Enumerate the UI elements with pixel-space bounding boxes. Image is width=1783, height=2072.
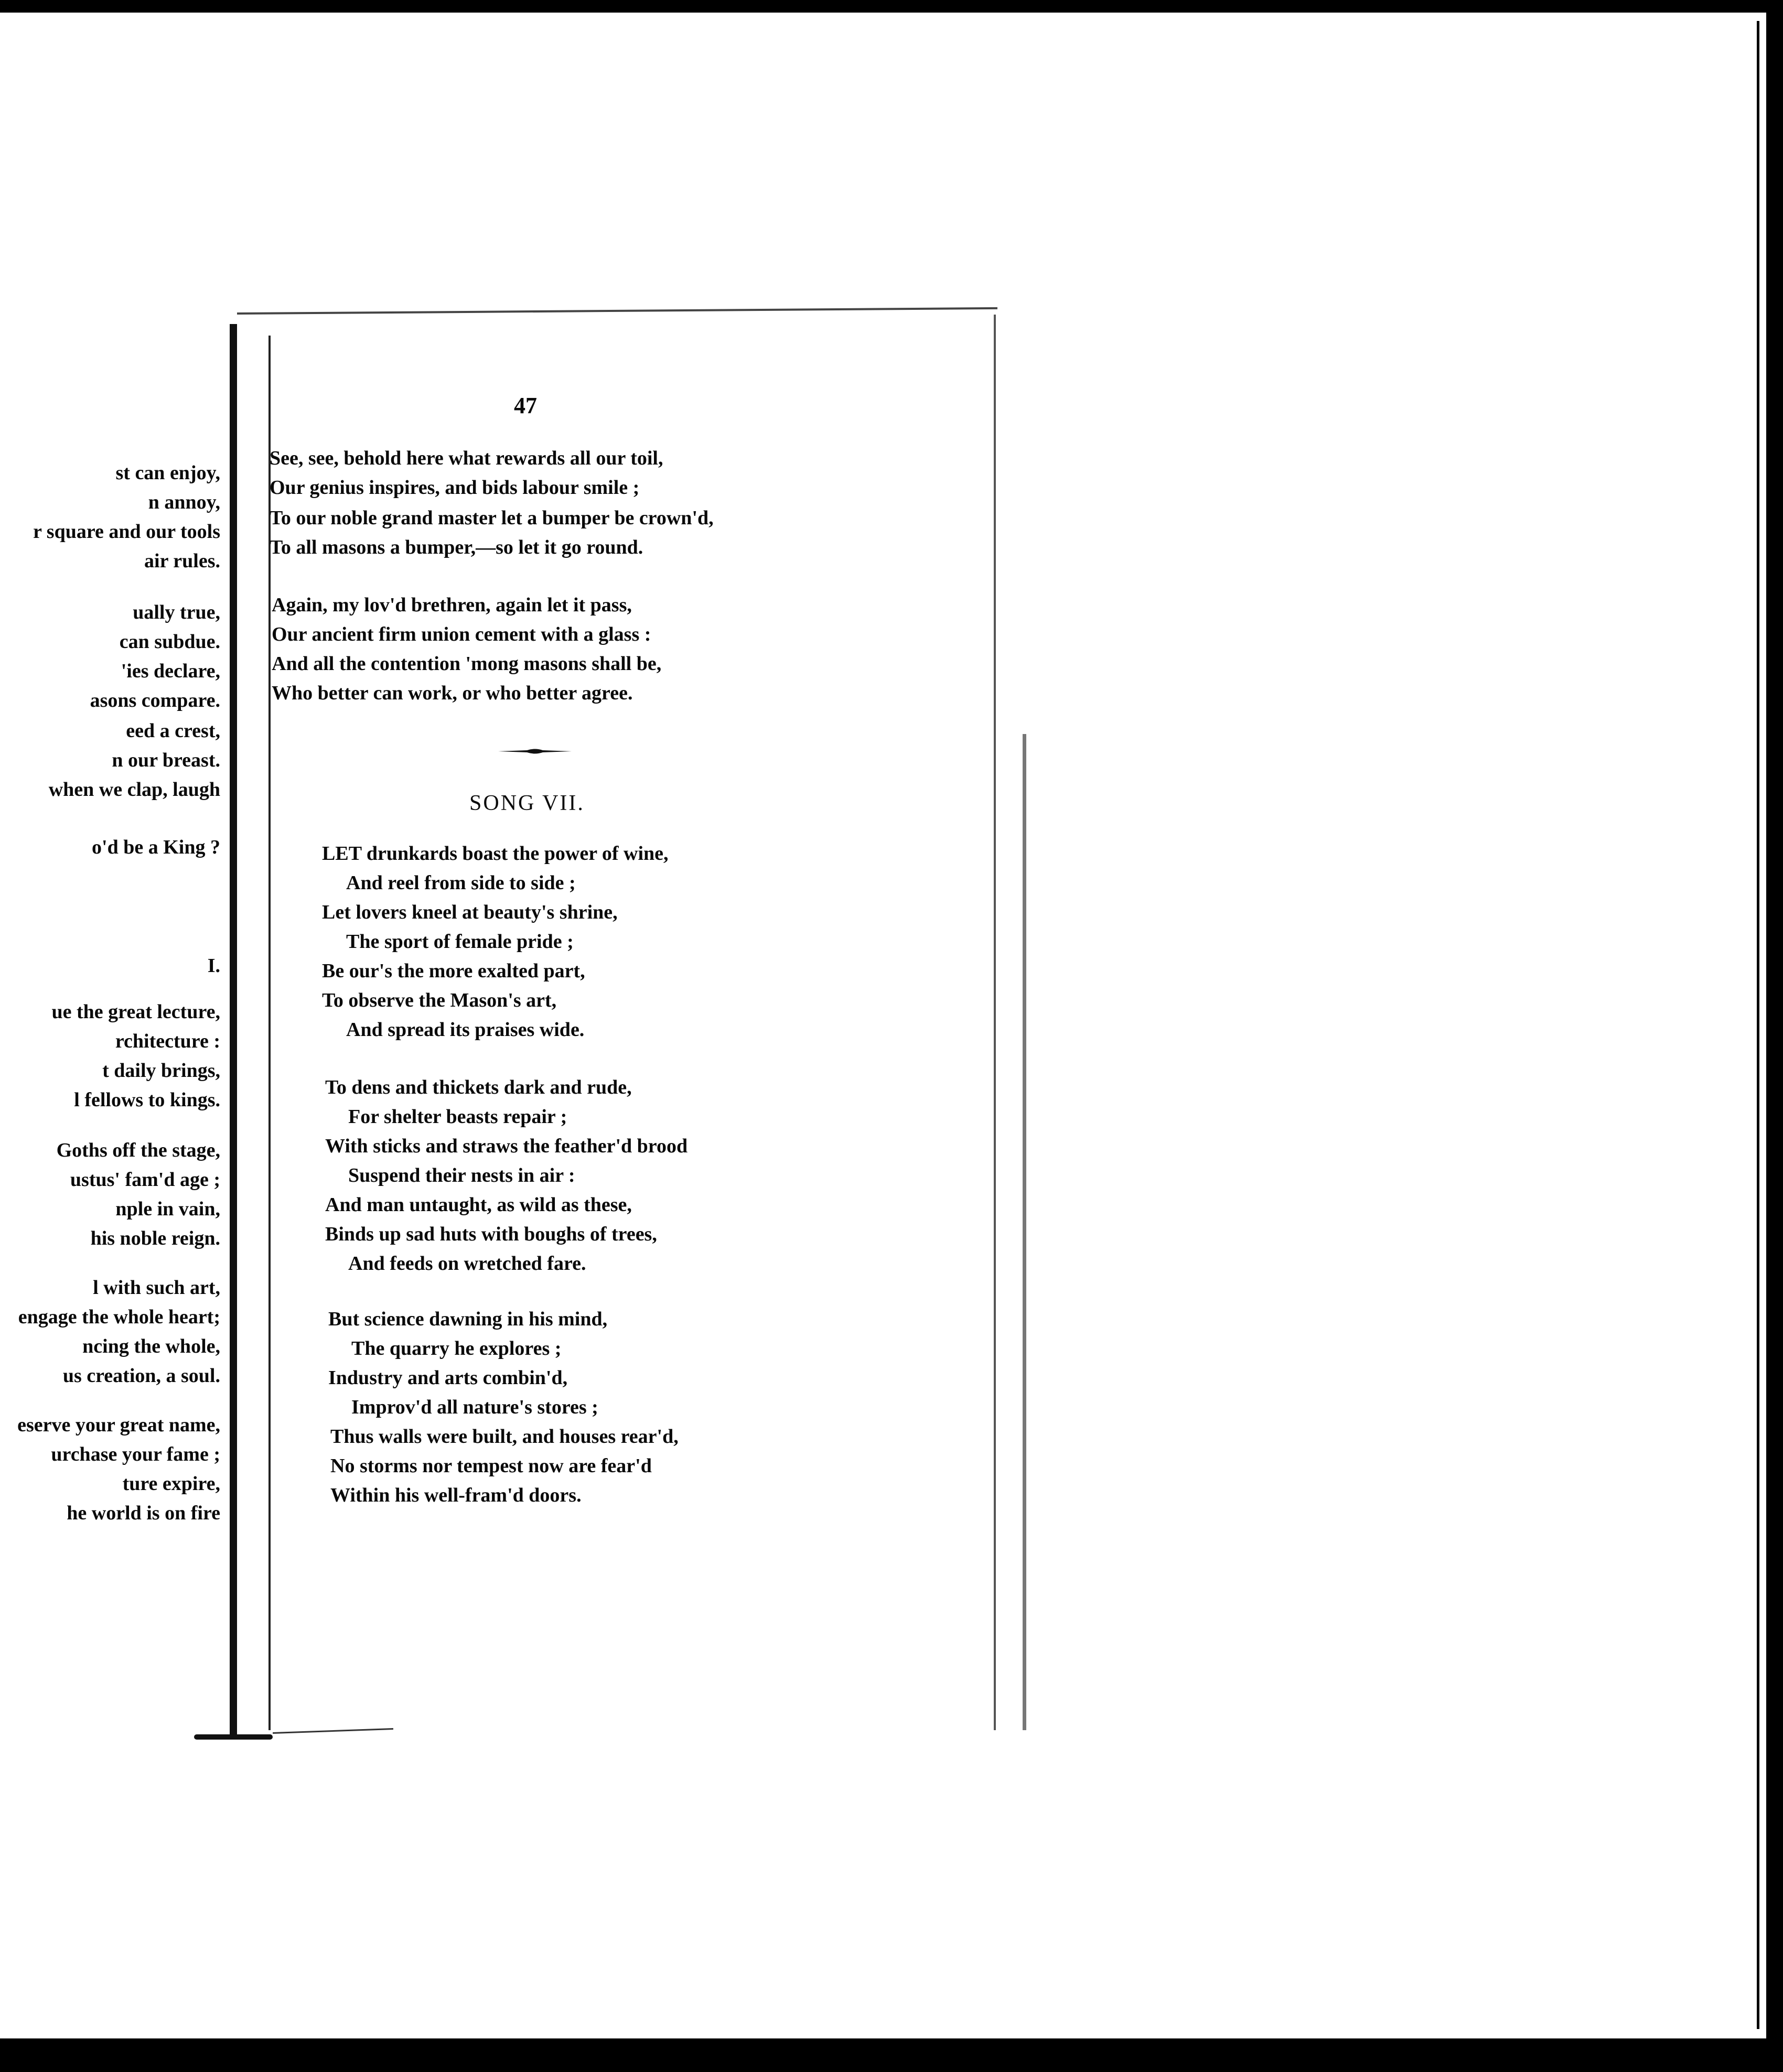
verse-line: To all masons a bumper,—so let it go round. — [270, 536, 643, 558]
verse-line: And reel from side to side ; — [346, 872, 576, 894]
left-line: l fellows to kings. — [74, 1089, 220, 1111]
left-line: rchitecture : — [115, 1030, 220, 1052]
verse-line: No storms nor tempest now are fear'd — [330, 1455, 652, 1477]
verse-line: Our genius inspires, and bids labour smile ; — [270, 477, 640, 499]
verse-line: Our ancient firm union cement with a glass : — [272, 623, 651, 645]
verse-line: See, see, behold here what rewards all our toil, — [270, 447, 663, 469]
page-top-edge — [237, 307, 997, 315]
scan-border-bottom — [0, 2038, 1783, 2072]
left-line: ncing the whole, — [82, 1335, 220, 1357]
left-line: ustus' fam'd age ; — [70, 1169, 220, 1191]
left-line: nple in vain, — [115, 1198, 220, 1220]
left-line: his noble reign. — [90, 1227, 220, 1249]
verse-line: To observe the Mason's art, — [322, 989, 557, 1011]
left-line: he world is on fire — [67, 1502, 220, 1524]
left-line: eed a crest, — [126, 720, 220, 742]
left-line: st can enjoy, — [115, 462, 220, 484]
song-title: SONG VII. — [469, 791, 585, 815]
scan-border-top — [0, 0, 1783, 13]
verse-line: With sticks and straws the feather'd brood — [325, 1135, 688, 1157]
left-line: n our breast. — [112, 749, 220, 771]
spine-foot-line — [273, 1728, 393, 1734]
left-line: asons compare. — [90, 689, 220, 711]
left-line: ture expire, — [122, 1473, 220, 1495]
left-line: urchase your fame ; — [51, 1443, 220, 1465]
left-line: n annoy, — [148, 491, 220, 513]
verse-line: Binds up sad huts with boughs of trees, — [325, 1223, 657, 1245]
left-line: Goths off the stage, — [56, 1139, 220, 1161]
left-line: ue the great lecture, — [51, 1001, 220, 1023]
verse-line: To our noble grand master let a bumper be crown'd, — [270, 507, 714, 529]
verse-line: The quarry he explores ; — [351, 1337, 562, 1359]
verse-line: Who better can work, or who better agree. — [272, 682, 633, 704]
left-line: can subdue. — [119, 631, 220, 653]
verse-line: Improv'd all nature's stores ; — [351, 1396, 598, 1418]
left-line: engage the whole heart; — [18, 1306, 220, 1328]
page-number: 47 — [514, 393, 537, 418]
left-line: when we clap, laugh — [48, 779, 220, 801]
verse-line: Again, my lov'd brethren, again let it pass, — [272, 594, 632, 616]
left-line: 'ies declare, — [121, 660, 220, 682]
left-line: I. — [207, 955, 220, 977]
verse-line: Suspend their nests in air : — [348, 1164, 575, 1186]
left-line: o'd be a King ? — [92, 836, 220, 858]
verse-line: Within his well-fram'd doors. — [330, 1484, 582, 1506]
verse-line: LET drunkards boast the power of wine, — [322, 843, 669, 865]
spine-foot-mark — [194, 1734, 273, 1740]
page-stack-edge — [1023, 734, 1026, 1730]
page-right-edge — [994, 315, 996, 1730]
left-line: eserve your great name, — [17, 1414, 220, 1436]
left-line: r square and our tools — [33, 521, 220, 543]
verse-line: Thus walls were built, and houses rear'd, — [330, 1426, 679, 1448]
section-divider-ornament — [498, 748, 572, 755]
verse-line: The sport of female pride ; — [346, 931, 574, 953]
left-line: ually true, — [133, 601, 220, 623]
verse-line: For shelter beasts repair ; — [348, 1106, 567, 1128]
book-spine — [230, 324, 237, 1740]
left-line: us creation, a soul. — [62, 1365, 220, 1387]
verse-line: And all the contention 'mong masons shall be, — [272, 653, 662, 675]
verse-line: To dens and thickets dark and rude, — [325, 1076, 632, 1098]
verse-line: Be our's the more exalted part, — [322, 960, 585, 982]
left-line: l with such art, — [93, 1277, 220, 1299]
verse-line: And man untaught, as wild as these, — [325, 1194, 632, 1216]
verse-line: And spread its praises wide. — [346, 1019, 585, 1041]
verse-line: And feeds on wretched fare. — [348, 1253, 586, 1275]
left-line: t daily brings, — [102, 1060, 220, 1082]
verse-line: But science dawning in his mind, — [328, 1308, 608, 1330]
left-line: air rules. — [144, 550, 220, 572]
verse-line: Industry and arts combin'd, — [328, 1367, 568, 1389]
verse-line: Let lovers kneel at beauty's shrine, — [322, 901, 618, 923]
scan-border-right — [1766, 0, 1783, 2072]
scan-border-inner-right — [1757, 21, 1759, 2029]
